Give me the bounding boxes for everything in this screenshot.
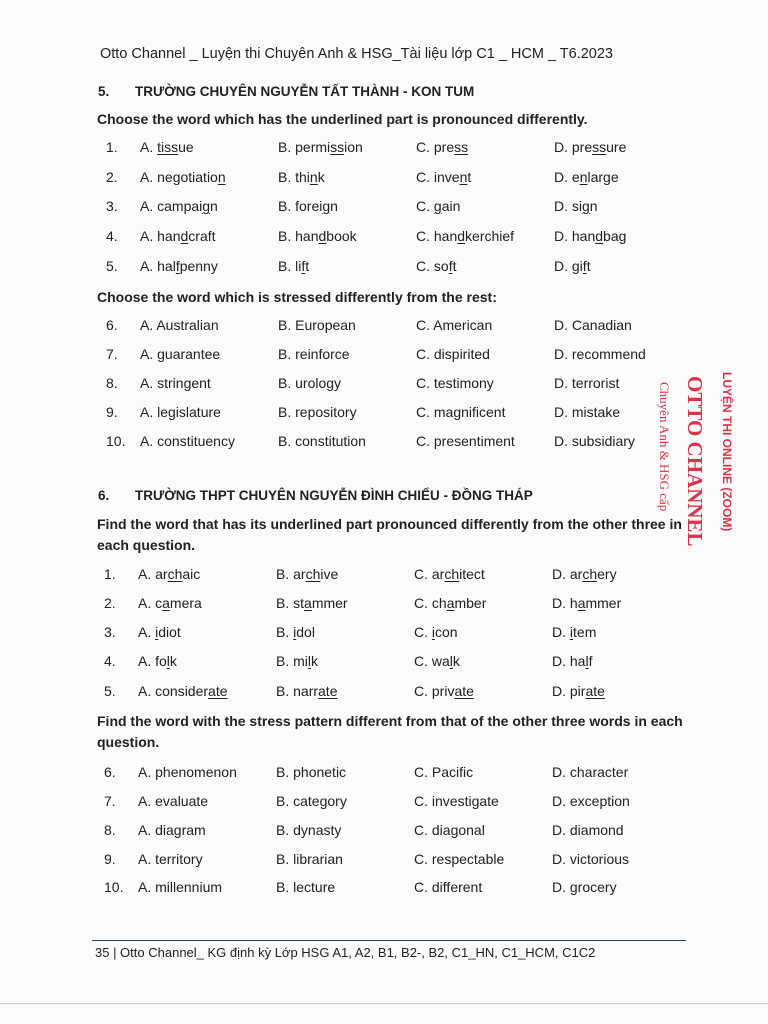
answer-option: A. negotiation (140, 169, 226, 185)
underlined-part: n (459, 169, 468, 185)
question-number: 1. (106, 139, 118, 155)
underlined-part: f (448, 258, 453, 274)
section-6-title (98, 488, 533, 503)
answer-option: C. Pacific (414, 764, 474, 780)
question-row (100, 139, 680, 161)
underlined-part: d (318, 228, 327, 244)
question-row (100, 228, 680, 250)
underlined-part: f (175, 258, 180, 274)
question-row (100, 624, 680, 646)
underlined-part: ate (585, 683, 605, 699)
answer-option: D. subsidiary (554, 433, 635, 449)
question-number: 6. (106, 317, 118, 333)
answer-option: B. lift (278, 258, 310, 274)
question-number: 7. (104, 793, 116, 809)
underlined-part: ch (444, 566, 460, 582)
underlined-part: g (433, 198, 442, 214)
answer-option: D. archery (552, 566, 617, 582)
answer-option: C. testimony (416, 375, 494, 391)
answer-option: B. lecture (276, 879, 336, 895)
answer-option: D. gift (554, 258, 591, 274)
answer-option: C. dispirited (416, 346, 490, 362)
answer-option: D. handbag (554, 228, 627, 244)
page-header: Otto Channel _ Luyện thi Chuyên Anh & HSG_Tài liệu lớp C1 _ HCM _ T6.2023 (100, 46, 614, 62)
underlined-part: ss (454, 139, 469, 155)
question-row (100, 764, 680, 786)
answer-option: B. urology (278, 375, 342, 391)
section-5-heading: TRƯỜNG CHUYÊN NGUYỄN TẤT THÀNH - KON TUM (135, 84, 475, 99)
question-row (100, 683, 680, 705)
answer-option: C. soft (416, 258, 457, 274)
footer-divider (92, 940, 686, 941)
answer-option: C. architect (414, 566, 485, 582)
question-number: 3. (104, 624, 116, 640)
answer-option: C. walk (414, 653, 460, 669)
answer-option: B. European (278, 317, 356, 333)
answer-option: C. handkerchief (416, 228, 515, 244)
question-row (100, 566, 680, 588)
underlined-part: f (301, 258, 306, 274)
answer-option: A. folk (138, 653, 177, 669)
answer-option: A. diagram (138, 822, 206, 838)
answer-option: D. mistake (554, 404, 621, 420)
answer-option: A. handcraft (140, 228, 216, 244)
question-number: 2. (106, 169, 118, 185)
underlined-part: g (322, 198, 331, 214)
underlined-part: l (166, 653, 170, 669)
answer-option: C. magnificent (416, 404, 506, 420)
question-row (100, 793, 680, 815)
underlined-part: d (595, 228, 604, 244)
answer-option: B. repository (278, 404, 357, 420)
answer-option: D. exception (552, 793, 630, 809)
answer-option: D. hammer (552, 595, 622, 611)
section-5-title (98, 84, 474, 99)
underlined-part: d (180, 228, 189, 244)
answer-option: B. stammer (276, 595, 348, 611)
question-number: 8. (104, 822, 116, 838)
answer-option: A. Australian (140, 317, 219, 333)
question-row (100, 879, 680, 901)
answer-option: C. private (414, 683, 474, 699)
answer-option: A. stringent (140, 375, 211, 391)
answer-option: B. think (278, 169, 325, 185)
answer-option: D. half (552, 653, 593, 669)
stamp-line-channel: OTTO CHANNEL (683, 376, 707, 547)
answer-option: C. respectable (414, 851, 505, 867)
answer-option: D. diamond (552, 822, 624, 838)
underlined-part: ch (582, 566, 598, 582)
question-number: 5. (106, 258, 118, 274)
answer-option: B. dynasty (276, 822, 342, 838)
answer-option: C. diagonal (414, 822, 485, 838)
question-number: 10. (104, 879, 124, 895)
question-row (100, 851, 680, 873)
answer-option: A. camera (138, 595, 202, 611)
underlined-part: n (309, 169, 318, 185)
answer-option: C. chamber (414, 595, 487, 611)
underlined-part: l (307, 653, 312, 669)
question-row (100, 822, 680, 844)
answer-option: D. terrorist (554, 375, 620, 391)
question-number: 9. (104, 851, 116, 867)
otto-channel-stamp (652, 372, 768, 552)
underlined-part: i (569, 624, 574, 640)
question-row (100, 258, 680, 280)
answer-option: C. press (416, 139, 469, 155)
answer-option: B. foreign (278, 198, 338, 214)
section-5-instruction-stress: Choose the word which is stressed differently from the rest: (97, 289, 497, 305)
answer-option: B. reinforce (278, 346, 350, 362)
answer-option: B. constitution (278, 433, 366, 449)
answer-option: A. idiot (138, 624, 181, 640)
answer-option: C. different (414, 879, 483, 895)
answer-option: A. considerate (138, 683, 228, 699)
section-5-number: 5. (98, 84, 110, 99)
answer-option: A. phenomenon (138, 764, 237, 780)
underlined-part: l (449, 653, 453, 669)
underlined-part: n (579, 169, 588, 185)
answer-option: A. campaign (140, 198, 218, 214)
underlined-part: g (202, 198, 211, 214)
answer-option: A. legislature (140, 404, 221, 420)
question-number: 4. (104, 653, 116, 669)
question-row (100, 433, 680, 455)
question-number: 7. (106, 346, 118, 362)
underlined-part: ate (454, 683, 474, 699)
answer-option: C. invent (416, 169, 472, 185)
underlined-part: tiss (157, 139, 179, 155)
answer-option: D. item (552, 624, 597, 640)
answer-option: D. pirate (552, 683, 605, 699)
underlined-part: i (293, 624, 297, 640)
question-row (100, 595, 680, 617)
answer-option: A. constituency (140, 433, 235, 449)
answer-option: D. character (552, 764, 629, 780)
question-row (100, 346, 680, 368)
underlined-part: i (431, 624, 436, 640)
answer-option: B. idol (276, 624, 315, 640)
section-6-heading: TRƯỜNG THPT CHUYÊN NGUYỄN ĐÌNH CHIỂU - ĐỒNG THÁP (135, 488, 533, 503)
answer-option: B. category (276, 793, 347, 809)
answer-option: B. phonetic (276, 764, 347, 780)
answer-option: B. archive (276, 566, 339, 582)
section-6-instruction-pronunciation: Find the word that has its underlined part pronounced differently from the other three in each question. (97, 516, 682, 553)
underlined-part: n (217, 169, 226, 185)
question-number: 9. (106, 404, 118, 420)
answer-option: A. tissue (140, 139, 194, 155)
underlined-part: ate (318, 683, 338, 699)
stamp-line-subtitle: Chuyên Anh & HSG cấp (657, 382, 672, 512)
answer-option: A. evaluate (138, 793, 209, 809)
answer-option: D. enlarge (554, 169, 619, 185)
answer-option: D. Canadian (554, 317, 632, 333)
section-6-number: 6. (98, 488, 110, 503)
question-row (100, 317, 680, 339)
underlined-part: a (577, 595, 586, 611)
question-number: 8. (106, 375, 118, 391)
answer-option: B. permission (278, 139, 363, 155)
underlined-part: f (582, 258, 587, 274)
question-number: 1. (104, 566, 116, 582)
underlined-part: i (155, 624, 159, 640)
underlined-part: g (582, 198, 590, 214)
question-number: 10. (106, 433, 126, 449)
question-row (100, 198, 680, 220)
answer-option: A. halfpenny (140, 258, 218, 274)
answer-option: A. millennium (138, 879, 223, 895)
underlined-part: a (304, 595, 312, 611)
answer-option: C. presentiment (416, 433, 515, 449)
answer-option: A. guarantee (140, 346, 221, 362)
answer-option: A. territory (138, 851, 203, 867)
page-footer: 35 | Otto Channel_ KG định kỳ Lớp HSG A1, A2, B1, B2-, B2, C1_HN, C1_HCM, C1C2 (95, 945, 596, 960)
underlined-part: a (446, 595, 455, 611)
question-number: 6. (104, 764, 116, 780)
page-bottom-edge (0, 1003, 768, 1004)
question-row (100, 404, 680, 426)
answer-option: C. gain (416, 198, 461, 214)
answer-option: D. pressure (554, 139, 627, 155)
answer-option: D. sign (554, 198, 598, 214)
underlined-part: ate (208, 683, 228, 699)
underlined-part: d (457, 228, 466, 244)
answer-option: D. grocery (552, 879, 617, 895)
answer-option: B. handbook (278, 228, 357, 244)
answer-option: D. victorious (552, 851, 630, 867)
underlined-part: ss (330, 139, 345, 155)
stamp-line-online: LUYỆN THI ONLINE (ZOOM) (720, 372, 734, 532)
question-number: 3. (106, 198, 118, 214)
answer-option: B. milk (276, 653, 319, 669)
question-row (100, 375, 680, 397)
question-number: 5. (104, 683, 116, 699)
answer-option: B. librarian (276, 851, 343, 867)
section-5-instruction-pronunciation: Choose the word which has the underlined part is pronounced differently. (97, 111, 588, 127)
underlined-part: ss (592, 139, 607, 155)
answer-option: A. archaic (138, 566, 201, 582)
underlined-part: l (585, 653, 589, 669)
section-6-instruction-stress: Find the word with the stress pattern different from that of the other three words in each question. (97, 713, 683, 750)
answer-option: B. narrate (276, 683, 338, 699)
question-row (100, 653, 680, 675)
question-number: 4. (106, 228, 118, 244)
answer-option: C. icon (414, 624, 458, 640)
underlined-part: ch (305, 566, 321, 582)
question-number: 2. (104, 595, 116, 611)
answer-option: D. recommend (554, 346, 646, 362)
underlined-part: a (162, 595, 170, 611)
question-row (100, 169, 680, 191)
answer-option: C. American (416, 317, 493, 333)
answer-option: C. investigate (414, 793, 499, 809)
underlined-part: ch (167, 566, 183, 582)
